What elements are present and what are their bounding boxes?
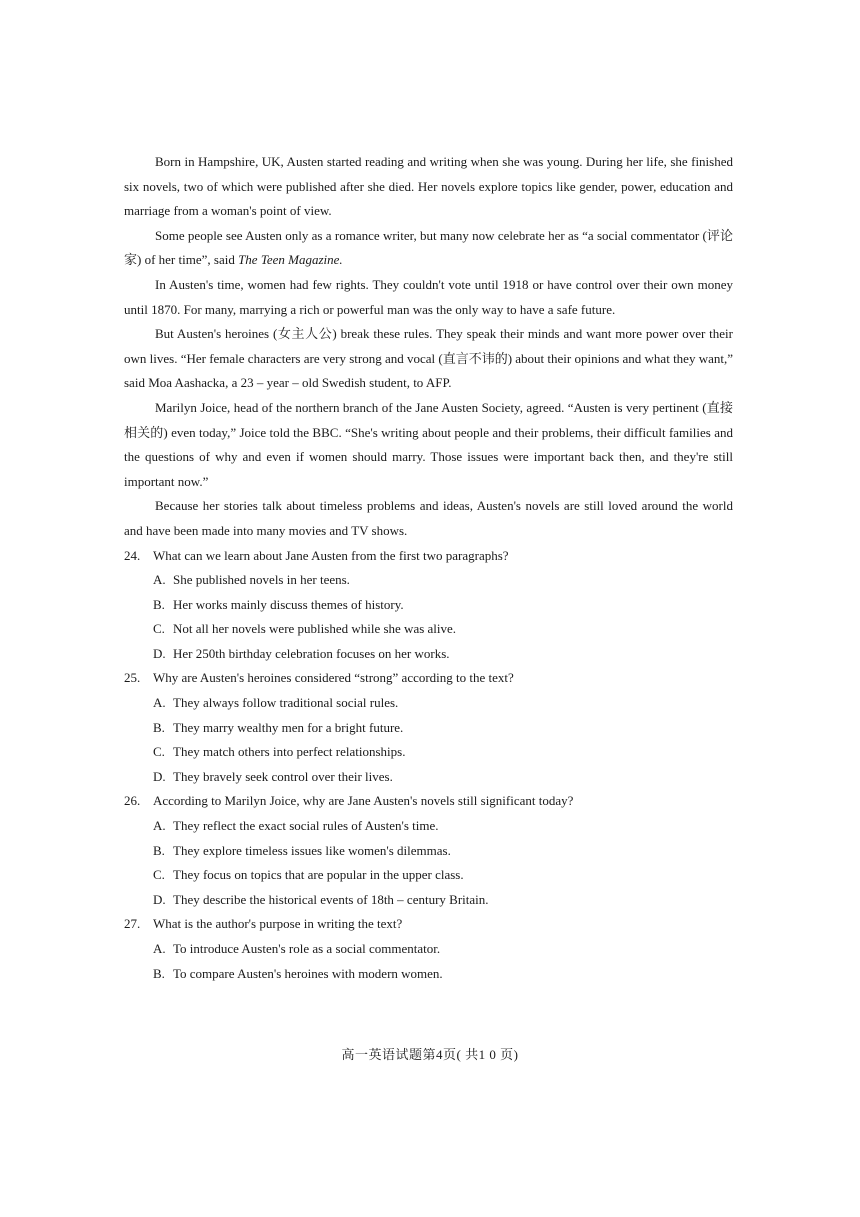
option-letter: D. — [153, 768, 166, 784]
option-a — [153, 937, 733, 962]
option-d — [153, 765, 733, 790]
option-b — [153, 839, 733, 864]
option-a — [153, 568, 733, 593]
option-letter: B. — [153, 596, 165, 612]
option-letter: B. — [153, 719, 165, 735]
option-d — [153, 642, 733, 667]
magazine-title: The Teen Magazine. — [238, 252, 343, 268]
question-25 — [124, 666, 733, 789]
option-text: They bravely seek control over their lives. — [173, 768, 393, 784]
passage-paragraph-2 — [124, 224, 733, 273]
question-text: What can we learn about Jane Austen from the first two paragraphs? — [153, 547, 509, 563]
question-stem — [124, 789, 733, 814]
question-24 — [124, 544, 733, 667]
passage-paragraph-1: Born in Hampshire, UK, Austen started reading and writing when she was young. During her life, she finished six novels, two of which were published after she died. Her novels explore topics like gender, power, education and marriage from a woman's point of view. — [124, 154, 733, 219]
question-text: Why are Austen's heroines considered “strong” according to the text? — [153, 670, 514, 686]
question-text: What is the author's purpose in writing the text? — [153, 916, 403, 932]
option-b — [153, 593, 733, 618]
question-number: 26. — [124, 793, 141, 809]
option-text: Not all her novels were published while she was alive. — [173, 621, 457, 637]
option-a — [153, 814, 733, 839]
option-letter: B. — [153, 842, 165, 858]
option-letter: A. — [153, 572, 166, 588]
option-c — [153, 617, 733, 642]
question-number: 27. — [124, 916, 141, 932]
option-c — [153, 740, 733, 765]
question-stem — [124, 666, 733, 691]
page-footer: 高一英语试题第4页( 共1 0 页) — [341, 1047, 519, 1062]
option-letter: C. — [153, 867, 165, 883]
option-letter: C. — [153, 744, 165, 760]
option-letter: A. — [153, 695, 166, 711]
question-list — [124, 544, 733, 987]
question-number: 25. — [124, 670, 141, 686]
option-b — [153, 716, 733, 741]
question-26 — [124, 789, 733, 912]
passage-paragraph-5: Marilyn Joice, head of the northern branch of the Jane Austen Society, agreed. “Austen is very pertinent (直接相关的) even today,” Joice told the BBC. “She's writing about people and their problems, their difficult families and the questions of why and even if women should marry. Those issues were important back then, and they're still important now.” — [124, 399, 733, 489]
option-text: They always follow traditional social rules. — [173, 695, 399, 711]
option-list — [124, 814, 733, 912]
option-text: To introduce Austen's role as a social commentator. — [173, 941, 441, 956]
option-text: They reflect the exact social rules of Austen's time. — [173, 818, 439, 834]
option-text: To compare Austen's heroines with modern women. — [173, 965, 443, 981]
option-letter: D. — [153, 645, 166, 661]
passage-paragraph-6: Because her stories talk about timeless problems and ideas, Austen's novels are still loved around the world and have been made into many movies and TV shows. — [124, 498, 733, 538]
option-a — [153, 691, 733, 716]
option-d — [153, 888, 733, 913]
option-text: They explore timeless issues like women's dilemmas. — [173, 842, 451, 858]
option-letter: A. — [153, 818, 166, 834]
option-list — [124, 568, 733, 666]
option-list — [124, 691, 733, 789]
option-letter: A. — [153, 941, 166, 956]
option-list — [124, 937, 733, 986]
option-b — [153, 962, 733, 987]
option-letter: D. — [153, 891, 166, 907]
option-text: She published novels in her teens. — [173, 572, 350, 588]
reading-passage — [124, 150, 733, 544]
question-27 — [124, 912, 733, 986]
exam-content — [124, 150, 733, 986]
option-c — [153, 863, 733, 888]
option-letter: C. — [153, 621, 165, 637]
option-text: They match others into perfect relationships. — [173, 744, 406, 760]
option-letter: B. — [153, 965, 165, 981]
question-number: 24. — [124, 547, 141, 563]
option-text: They describe the historical events of 18th – century Britain. — [173, 891, 489, 907]
passage-paragraph-4: But Austen's heroines (女主人公) break these rules. They speak their minds and want more power over their own lives. “Her female characters are very strong and vocal (直言不讳的) about their opinions and what they want,” said Moa Aashacka, a 23 – year – old Swedish student, to AFP. — [124, 326, 733, 391]
question-text: According to Marilyn Joice, why are Jane Austen's novels still significant today? — [153, 793, 574, 809]
passage-paragraph-3: In Austen's time, women had few rights. They couldn't vote until 1918 or have control over their own money until 1870. For many, marrying a rich or powerful man was the only way to have a safe future. — [124, 276, 733, 317]
question-stem — [124, 544, 733, 569]
passage-paragraph-2-text: Some people see Austen only as a romance writer, but many now celebrate her as “a social commentator (评论家) of her time”, said — [124, 227, 733, 268]
option-text: Her 250th birthday celebration focuses on her works. — [173, 645, 450, 661]
option-text: Her works mainly discuss themes of history. — [173, 596, 404, 612]
question-stem — [124, 912, 733, 937]
option-text: They focus on topics that are popular in the upper class. — [173, 867, 464, 883]
option-text: They marry wealthy men for a bright future. — [173, 719, 404, 735]
